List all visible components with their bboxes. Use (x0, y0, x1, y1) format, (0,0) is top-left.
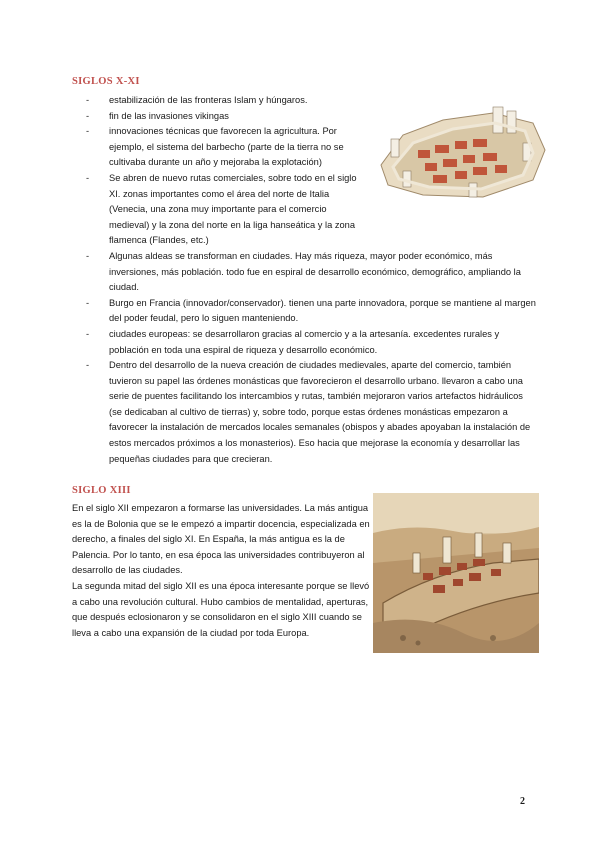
list-item: - Se abren de nuevo rutas comerciales, sobre todo en el siglo XI. zonas importantes como el área del norte de Italia (Venecia, una zona muy importante para el comercio medieval) y la zona del norte en la liga hanseática y la zona flamenca (Flandes, etc.) (86, 172, 357, 246)
section-heading-siglos-x-xi: SIGLOS X-XI (72, 76, 140, 87)
siglo-xiii-text (72, 501, 370, 641)
siglos-x-xi-list (86, 93, 538, 467)
list-item: - estabilización de las fronteras Islam y húngaros. (86, 95, 308, 105)
paragraph: En el siglo XII empezaron a formarse las universidades. La más antigua es la de Bolonia que se le empezó a impartir docencia, especializada en derecho, a finales del siglo XI. En España, la más antigua es la de Palencia. Por lo tanto, en esa época las universidades contribuyeron al desarrollo de las ciudades. (72, 503, 370, 576)
medieval-city-painting (373, 493, 539, 653)
list-item: - ciudades europeas: se desarrollaron gracias al comercio y a la artesanía. excedentes rurales y población en toda una espiral de riqueza y desarrollo económico. (86, 328, 500, 355)
page-number: 2 (520, 796, 525, 807)
section-heading-siglo-xiii: SIGLO XIII (72, 485, 131, 496)
paragraph: La segunda mitad del siglo XII es una época interesante porque se llevó a cabo una revolución cultural. Hubo cambios de mentalidad, aperturas, que después eclosionaron y se consolidaron en el siglo XIII cuando se lleva a cabo una expansión de la ciudad por toda Europa. (72, 580, 370, 638)
list-item: - innovaciones técnicas que favorecen la agricultura. Por ejemplo, el sistema del barbecho (parte de la tierra no se cultivaba durante un año y mejoraba la explotación) (86, 126, 344, 168)
list-item: - Dentro del desarrollo de la nueva creación de ciudades medievales, aparte del comercio, también tuvieron su papel las órdenes monásticas que favorecieron el desarrollo urbano. llevaron a cabo una serie de puentes facilitando los intercambios y rutas, también mejoraron varios artefactos hidráulicos (se dedicaban al cultivo de tierras) y, sobre todo, porque estas órdenes monásticas empezaron a favorecer la instalación de mercados locales semanales (obispos y abades apoyaban la instalación de estos mercados próximos a los monasterios). Eso hacia que mejorase la economía y desarrollar las pequeñas ciudades para que crecieran. (86, 360, 531, 464)
list-item: - fin de las invasiones vikingas (86, 110, 229, 121)
list-item: - Burgo en Francia (innovador/conservador). tienen una parte innovadora, porque se mantiene al margen del poder feudal, pero lo siguen manteniendo. (86, 297, 536, 324)
list-item: - Algunas aldeas se transforman en ciudades. Hay más riqueza, mayor poder económico, más inversiones, más población. todo fue en espiral de desarrollo económico, demográfico, ampliando la ciudad. (86, 250, 521, 293)
